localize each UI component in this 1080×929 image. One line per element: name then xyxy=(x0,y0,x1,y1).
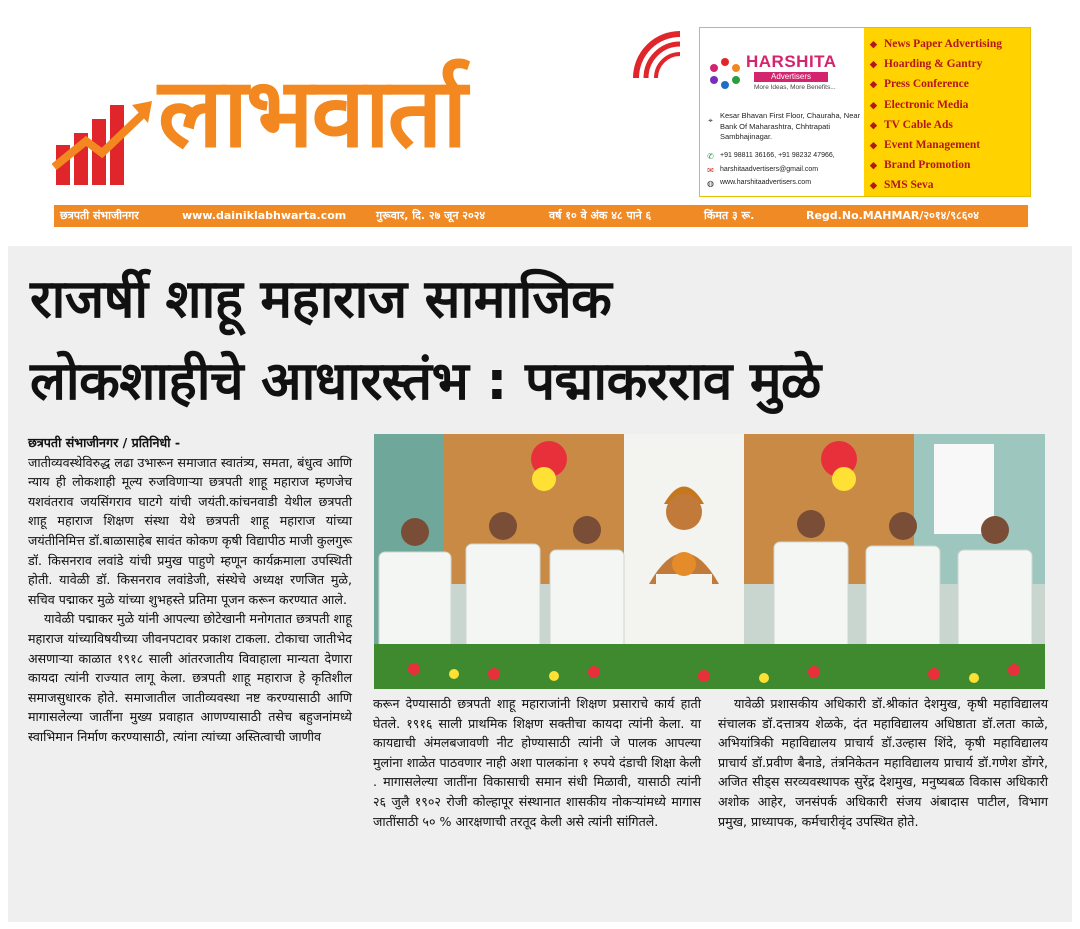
ad-service-label: Event Management xyxy=(884,139,981,152)
ad-tagline: More Ideas, More Benefits... xyxy=(754,84,836,91)
event-photo-illustration xyxy=(374,434,1045,689)
ad-services-list xyxy=(870,34,1002,196)
ad-service-label: News Paper Advertising xyxy=(884,38,1002,50)
globe-icon: ◍ xyxy=(707,179,714,188)
diamond-bullet-icon: ◆ xyxy=(870,39,877,49)
masthead-regd: Regd.No.MAHMAR/२०१४/९८६०४ xyxy=(806,209,979,222)
ad-service-item xyxy=(870,34,1002,54)
article-paragraph: यावेळी प्रशासकीय अधिकारी डॉ.श्रीकांत देशमुख, कृषी महाविद्यालय संचालक डॉ.दत्तात्रय शेळके, दंत महाविद्यालय अधिष्ठाता डॉ.लता काळे, अभियांत्रिकी महाविद्यालय प्राचार्य डॉ.उल्हास शिंदे, कृषी महाविद्यालय प्राचार्य डॉ.प्रवीण बैनाडे, तंत्रनिकेतन महाविद्यालय प्राचार्य डॉ.गणेश डोंगरे, अजित सीड्स सरव्यवस्थापक सुरेंद्र देशमुख, मनुष्यबळ विकास अधिकारी अशोक आहेर, जनसंपर्क अधिकारी संजय अंबादास पाटील, विभाग प्रमुख, प्राध्यापक, कर्मचारीवृंद उपस्थित होते. xyxy=(718,696,1048,829)
article-paragraph xyxy=(28,433,352,609)
headline-line-1: राजर्षी शाहू महाराज सामाजिक xyxy=(30,269,612,330)
ad-brand: HARSHITA xyxy=(746,52,837,71)
ad-service-item xyxy=(870,155,1002,175)
dateline: छत्रपती संभाजीनगर / प्रतिनिधी - xyxy=(28,435,181,450)
article-column-3 xyxy=(718,694,1048,831)
ad-phone: +91 98811 36166, +91 98232 47966, xyxy=(720,152,835,159)
article-paragraph: करून देण्यासाठी छत्रपती शाहू महाराजांनी शिक्षण प्रसाराचे कार्य हाती घेतले. १९१६ साली प्राथमिक शिक्षण सक्तीचा कायदा त्यांनी केला. या कायद्याची अंमलबजावणी नीट होण्यासाठी त्यांनी जे पालक आपल्या मुलांना शाळेत पाठवणार नाही अशा पालकांना १ रुपये दंडाची शिक्षा केली . मागासलेल्या जातींना विकासाची समान संधी मिळावी, यासाठी त्यांनी २६ जुलै १९०२ रोजी कोल्हापूर संस्थानात शासकीय नोकऱ्यांमध्ये मागास जातींसाठी ५० % आरक्षणाची तरतूद केली असे त्यांनी सांगितले. xyxy=(373,696,701,829)
masthead-website[interactable]: www.dainiklabhwarta.com xyxy=(182,209,347,222)
signal-waves-icon xyxy=(628,26,688,86)
growth-bars-icon xyxy=(52,95,154,187)
event-photo xyxy=(374,434,1045,689)
diamond-bullet-icon: ◆ xyxy=(870,99,877,110)
whatsapp-icon: ✆ xyxy=(707,152,714,161)
article-paragraph: यावेळी पद्माकर मुळे यांनी आपल्या छोटेखानी मनोगतात छत्रपती शाहू महाराज यांच्याविषयीच्या जीवनपटावर प्रकाश टाकला. टोकाचा जातीभेद असणाऱ्या काळात १९१८ साली आंतरजातीय विवाहाला मान्यता देणारा कायदा त्यांनी राज्यात लागू केला. छत्रपती शाहू महाराज हे कृतिशील समाजसुधारक होते. समाजातील जातीव्यवस्था नष्ट करण्यासाठी आणि मागासलेल्या जातींना मुख्य प्रवाहात आणण्यासाठी तसेच बहुजनांमध्ये स्वाभिमान निर्माण करण्यासाठी, त्यांना त्यांच्या अस्तित्वाची जाणीव xyxy=(28,611,352,744)
ad-service-label: SMS Seva xyxy=(884,179,934,192)
masthead xyxy=(0,0,1080,240)
ad-brand-sub: Advertisers xyxy=(754,72,828,82)
ad-service-label: Hoarding & Gantry xyxy=(884,58,983,71)
masthead-issue: वर्ष १० वे अंक ४८ पाने ६ xyxy=(549,209,652,222)
article-column-2 xyxy=(373,694,701,831)
diamond-bullet-icon: ◆ xyxy=(870,160,877,171)
diamond-bullet-icon: ◆ xyxy=(870,79,877,90)
ad-address: Kesar Bhavan First Floor, Chauraha, Near Bank Of Maharashtra, Chhtrapati Sambhajinagar. xyxy=(720,111,861,141)
ad-service-item xyxy=(870,54,1002,74)
diamond-bullet-icon: ◆ xyxy=(870,119,877,130)
ad-service-item xyxy=(870,135,1002,155)
ad-service-label: Electronic Media xyxy=(884,98,969,111)
masthead-city: छत्रपती संभाजीनगर xyxy=(60,209,139,222)
mail-icon: ✉ xyxy=(707,166,714,175)
location-icon: ⌖ xyxy=(708,116,713,125)
headline-line-2: लोकशाहीचे आधारस्तंभ : पद्माकरराव मुळे xyxy=(30,351,821,412)
ad-service-item xyxy=(870,115,1002,135)
masthead-title: लाभवार्ता xyxy=(158,57,466,169)
ad-contact-panel xyxy=(700,28,864,196)
diamond-bullet-icon: ◆ xyxy=(870,140,877,151)
ad-email: harshitaadvertisers@gmail.com xyxy=(720,166,819,173)
harshita-logo-icon xyxy=(706,54,744,92)
ad-service-item xyxy=(870,175,1002,195)
ad-service-label: TV Cable Ads xyxy=(884,118,953,131)
diamond-bullet-icon: ◆ xyxy=(870,180,877,191)
masthead-price: किंमत ३ रू. xyxy=(704,209,755,222)
ad-service-label: Brand Promotion xyxy=(884,159,971,172)
masthead-info-strip xyxy=(54,205,1028,227)
article-column-1 xyxy=(28,433,352,747)
ad-service-item xyxy=(870,95,1002,115)
ad-service-item xyxy=(870,74,1002,94)
article-text: जातीव्यवस्थेविरुद्ध लढा उभारून समाजात स्वातंत्र्य, समता, बंधुत्व आणि न्याय ही लोकशाही मूल्य रुजविणाऱ्या छत्रपती शाहू महाराज म्हणजेच यशवंतराव जयसिंगराव घाटगे यांची जयंती.कांचनवाडी येथील छत्रपती शाहू महाराज शिक्षण संस्था येथे छत्रपती शाहू महाराज यांच्या जयंतीनिमित्त डॉ.बाळासाहेब सावंत कोकण कृषी विद्यापीठ माजी कुलगुरू डॉ. किसनराव लवांडे यांची प्रमुख पाहुणे म्हणून कार्यक्रमाला उपस्थिती होती. यावेळी डॉ. किसनराव लवांडेजी, संस्थेचे अध्यक्ष रणजित मुळे, सचिव पद्माकर मुळे यांच्या शुभहस्ते प्रतिमा पूजन करून करण्यात आले. xyxy=(28,454,352,607)
diamond-bullet-icon: ◆ xyxy=(870,59,877,70)
ad-web: www.harshitaadvertisers.com xyxy=(720,179,812,186)
ad-service-label: Press Conference xyxy=(884,78,969,91)
masthead-date: गुरूवार, दि. २७ जून २०२४ xyxy=(376,209,486,222)
advertisement xyxy=(699,27,1031,197)
